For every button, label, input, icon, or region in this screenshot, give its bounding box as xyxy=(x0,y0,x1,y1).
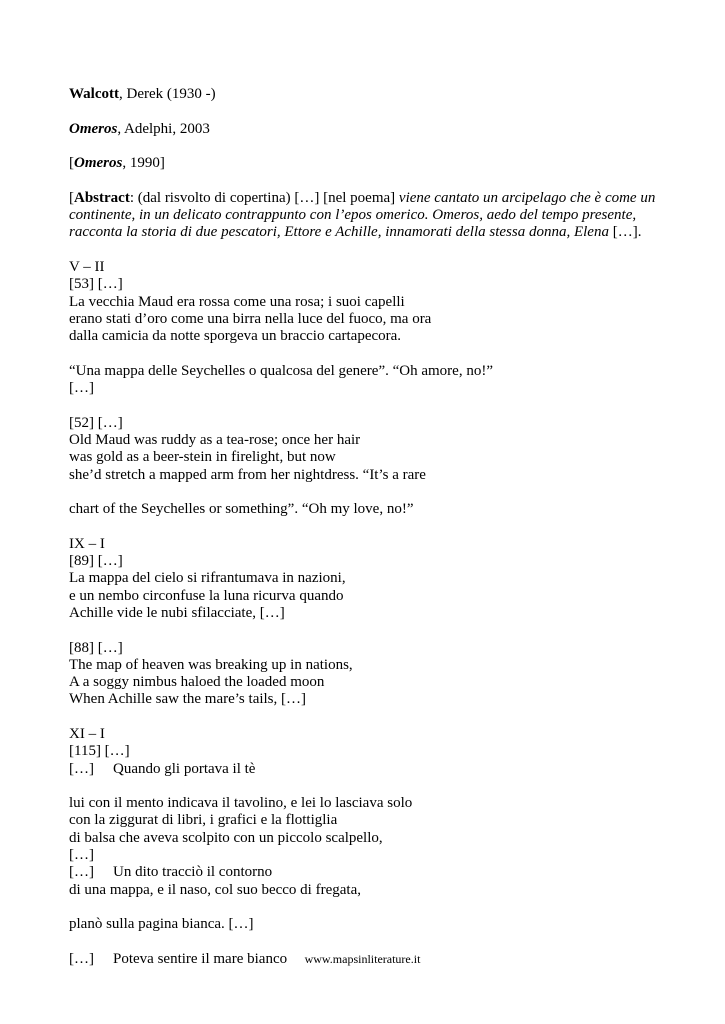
ellipsis: […] xyxy=(69,380,94,397)
page-reference: [89] […] xyxy=(69,553,123,570)
verse-line: con la ziggurat di libri, i grafici e la flottiglia xyxy=(69,812,338,829)
book-title: Omeros xyxy=(69,120,118,137)
verse-line: dalla camicia da notte sporgeva un braccio cartapecora. xyxy=(69,328,402,345)
original-edition-line: [Omeros, 1990] xyxy=(69,155,165,172)
verse-line: she’d stretch a mapped arm from her nightdress. “It’s a rare xyxy=(69,466,426,483)
verse-line: erano stati d’oro come una birra nella luce del fuoco, ma ora xyxy=(69,310,432,327)
abstract-label: Abstract xyxy=(74,189,130,206)
verse-line: di una mappa, e il naso, col suo becco di fregata, xyxy=(69,881,361,898)
verse-line: “Una mappa delle Seychelles o qualcosa del genere”. “Oh amore, no!” xyxy=(69,362,493,379)
verse-line: di balsa che aveva scolpito con un piccolo scalpello, xyxy=(69,829,383,846)
verse-line: Achille vide le nubi sfilacciate, […] xyxy=(69,604,285,621)
author-line xyxy=(69,86,669,103)
verse-line: […] Quando gli portava il tè xyxy=(69,760,256,777)
excerpt-v-ii-italian xyxy=(69,259,669,345)
author-surname: Walcott xyxy=(69,86,119,102)
original-title: Omeros xyxy=(74,155,123,172)
verse-line: […] Poteva sentire il mare bianco xyxy=(69,950,288,967)
excerpt-ix-i-english xyxy=(69,640,669,709)
section-heading: IX – I xyxy=(69,535,105,552)
abstract-paragraph: [Abstract: (dal risvolto di copertina) […] [nel poema] viene cantato un arcipelago che è come un continente, in un delicato contrappunto con l’epos omerico. Omeros, aedo del tempo presente, racconta la storia di due pescatori, Ettore e Achille, innamorati della stessa donna, Elena […]. xyxy=(69,189,656,241)
verse-line: La mappa del cielo si rifrantumava in nazioni, xyxy=(69,570,346,587)
verse-line: was gold as a beer-stein in firelight, but now xyxy=(69,449,336,466)
publisher-details: , Adelphi, 2003 xyxy=(117,120,210,137)
verse-line: e un nembo circonfuse la luna ricurva quando xyxy=(69,587,344,604)
verse-line: Old Maud was ruddy as a tea-rose; once her hair xyxy=(69,431,361,448)
excerpt-ix-i-italian xyxy=(69,536,669,622)
excerpt-xi-i-italian xyxy=(69,726,669,968)
section-heading: XI – I xyxy=(69,725,105,742)
verse-line: When Achille saw the mare’s tails, […] xyxy=(69,691,307,708)
excerpt-v-ii-english xyxy=(69,415,669,519)
verse-line: planò sulla pagina bianca. […] xyxy=(69,916,254,933)
verse-line: La vecchia Maud era rossa come una rosa; i suoi capelli xyxy=(69,293,405,310)
edition-line xyxy=(69,121,669,138)
page-reference: [53] […] xyxy=(69,276,123,293)
document-body xyxy=(69,86,669,985)
page-reference: [88] […] xyxy=(69,639,123,656)
verse-line: chart of the Seychelles or something”. “Oh my love, no!” xyxy=(69,501,414,518)
verse-line: The map of heaven was breaking up in nations, xyxy=(69,656,353,673)
ellipsis: […] xyxy=(69,847,94,864)
verse-line: […] Un dito tracciò il contorno xyxy=(69,864,273,881)
footer-url: www.mapsinliterature.it xyxy=(304,952,421,966)
section-heading: V – II xyxy=(69,258,105,275)
page-reference: [52] […] xyxy=(69,414,123,431)
original-year: , 1990] xyxy=(122,155,165,172)
author-details: , Derek (1930 -) xyxy=(119,86,216,102)
excerpt-v-ii-italian-cont xyxy=(69,363,669,398)
verse-line: lui con il mento indicava il tavolino, e lei lo lasciava solo xyxy=(69,795,413,812)
page-reference: [115] […] xyxy=(69,743,130,760)
verse-line: A a soggy nimbus haloed the loaded moon xyxy=(69,674,325,691)
